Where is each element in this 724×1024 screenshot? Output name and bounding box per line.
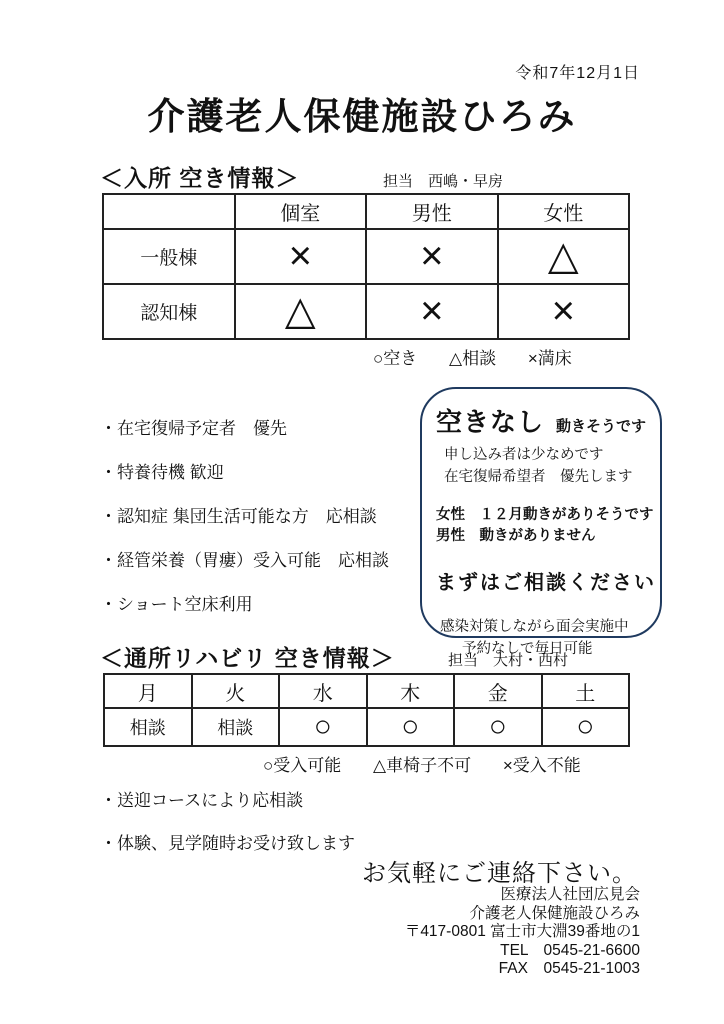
status-cell: ○ bbox=[542, 708, 630, 746]
status-cell: ○ bbox=[367, 708, 455, 746]
note-item: ・在宅復帰予定者 優先 bbox=[100, 419, 287, 438]
admission-row-dementia-ward bbox=[103, 284, 629, 339]
status-cell: △ bbox=[498, 229, 630, 284]
note-item: ・経管栄養（胃瘻）受入可能 応相談 bbox=[100, 551, 389, 570]
admission-col-private-room: 個室 bbox=[235, 194, 367, 229]
note-item: ・特養待機 歓迎 bbox=[100, 463, 224, 482]
rehab-col-wed: 水 bbox=[279, 674, 367, 708]
admission-col-male: 男性 bbox=[366, 194, 498, 229]
contact-message: お気軽にご連絡下さい。 bbox=[362, 860, 637, 887]
legend-accept-ng: ×受入不能 bbox=[502, 756, 581, 775]
status-paragraph-2 bbox=[436, 505, 654, 549]
footer-tel: TEL 0545-21-6600 bbox=[500, 941, 640, 959]
rehab-availability-table bbox=[103, 673, 630, 747]
facility-title: 介護老人保健施設ひろみ bbox=[147, 96, 577, 137]
footer-postal-address: 〒417-0801 富士市大淵39番地の1 bbox=[404, 923, 640, 940]
rehab-col-thu: 木 bbox=[367, 674, 455, 708]
rehab-table-header-row bbox=[104, 674, 629, 708]
status-cell: △ bbox=[235, 284, 367, 339]
legend-consult: △相談 bbox=[449, 349, 497, 368]
status-line: 予約なしで毎日可能 bbox=[462, 640, 593, 657]
status-line: 申し込み者は少なめです bbox=[444, 447, 604, 463]
rehab-col-mon: 月 bbox=[104, 674, 192, 708]
status-cell: × bbox=[498, 284, 630, 339]
note-item: ・ショート空床利用 bbox=[100, 595, 253, 614]
status-line: 在宅復帰希望者 優先します bbox=[444, 468, 633, 485]
admission-section-heading: ＜入所 空き情報＞ bbox=[100, 165, 300, 191]
status-paragraph-1 bbox=[444, 445, 648, 489]
status-headline bbox=[436, 402, 648, 439]
status-line: 男性 動きがありません bbox=[436, 528, 596, 545]
status-cell: × bbox=[235, 229, 367, 284]
rehab-col-tue: 火 bbox=[192, 674, 280, 708]
legend-vacant: ○空き bbox=[373, 349, 418, 368]
note-item: ・体験、見学随時お受け致します bbox=[100, 834, 355, 853]
rehab-notes-list bbox=[100, 786, 355, 872]
legend-accept-ok: ○受入可能 bbox=[263, 756, 342, 775]
rehab-staff-label: 担当 大村・西村 bbox=[448, 652, 569, 669]
row-label-dementia-ward: 認知棟 bbox=[103, 284, 235, 339]
status-line: 女性 １２月動きがありそうです bbox=[436, 506, 654, 523]
status-cell: 相談 bbox=[192, 708, 280, 746]
status-cta: まずはご相談ください bbox=[436, 572, 656, 594]
footer-facility-name: 介護老人保健施設ひろみ bbox=[469, 904, 640, 922]
note-item: ・認知症 集団生活可能な方 応相談 bbox=[100, 507, 377, 526]
admission-availability-table bbox=[102, 193, 630, 340]
admission-notes-list bbox=[100, 414, 389, 634]
status-cell: × bbox=[366, 229, 498, 284]
row-label-general-ward: 一般棟 bbox=[103, 229, 235, 284]
admission-table-header-row bbox=[103, 194, 629, 229]
legend-full: ×満床 bbox=[527, 349, 572, 368]
footer-address-block bbox=[405, 886, 640, 979]
note-item: ・送迎コースにより応相談 bbox=[100, 791, 304, 810]
document-date: 令和7年12月1日 bbox=[515, 65, 640, 82]
legend-no-wheelchair: △車椅子不可 bbox=[373, 756, 472, 775]
rehab-section-heading: ＜通所リハビリ 空き情報＞ bbox=[100, 645, 395, 671]
status-headline-sub: 動きそうです bbox=[556, 418, 647, 435]
rehab-values-row bbox=[104, 708, 629, 746]
status-cell: ○ bbox=[454, 708, 542, 746]
footer-fax: FAX 0545-21-1003 bbox=[498, 960, 640, 977]
footer-organization: 医療法人社団広見会 bbox=[500, 886, 640, 903]
status-line: 感染対策しながら面会実施中 bbox=[440, 619, 629, 635]
admission-row-general-ward bbox=[103, 229, 629, 284]
rehab-col-fri: 金 bbox=[454, 674, 542, 708]
admission-staff-label: 担当 西嶋・早房 bbox=[383, 173, 504, 190]
status-cell: ○ bbox=[279, 708, 367, 746]
rehab-legend bbox=[263, 751, 581, 776]
vacancy-status-box bbox=[420, 387, 662, 657]
rehab-col-sat: 土 bbox=[542, 674, 630, 708]
status-headline-main: 空きなし bbox=[436, 407, 545, 437]
status-cell: × bbox=[366, 284, 498, 339]
admission-legend bbox=[373, 344, 572, 369]
admission-col-female: 女性 bbox=[498, 194, 630, 229]
admission-col-blank bbox=[103, 194, 235, 229]
status-cell: 相談 bbox=[104, 708, 192, 746]
